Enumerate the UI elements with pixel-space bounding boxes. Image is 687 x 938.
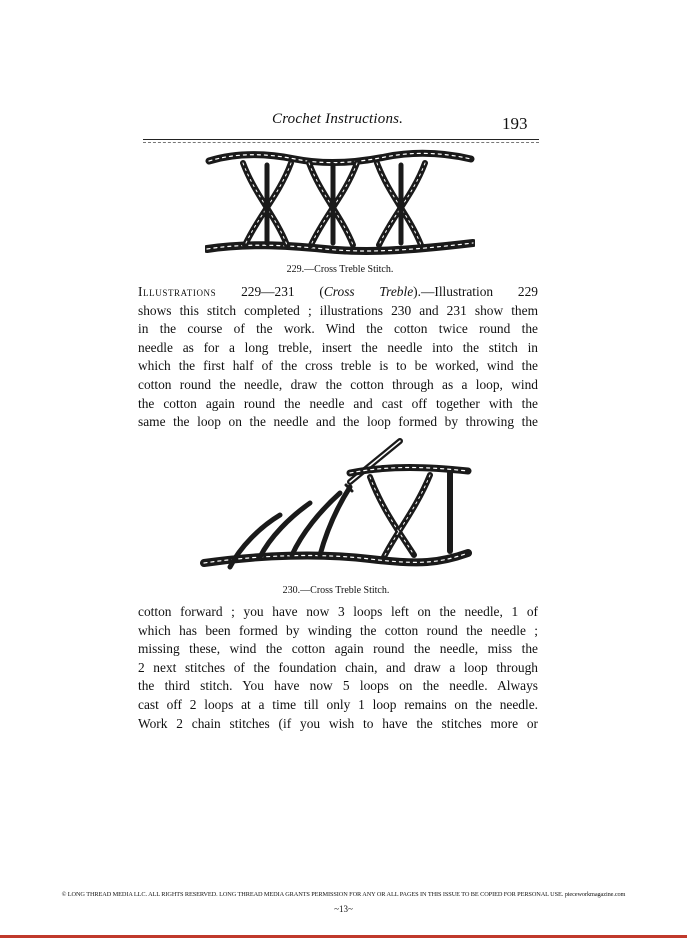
paragraph-2-line-5: the third stitch. You have now 5 loops on the needle. Always: [138, 678, 538, 694]
figure-230-caption: 230.—Cross Treble Stitch.: [282, 585, 390, 596]
header-rule: [143, 139, 539, 140]
page-number: 193: [502, 114, 528, 133]
paragraph-2-line-7: Work 2 chain stitches (if you wish to have the stitches more or: [138, 715, 538, 731]
folio-number: ~13~: [334, 904, 353, 914]
paragraph-2-line-4: 2 next stitches of the foundation chain, and draw a loop through: [138, 659, 538, 675]
paragraph-1-line-8: same the loop on the needle and the loop formed by throwing the: [138, 414, 538, 430]
paragraph-1-line-6: cotton round the needle, draw the cotton through as a loop, wind: [138, 376, 538, 392]
paragraph-2-line-2: which has been formed by winding the cotton round the needle ;: [138, 622, 538, 638]
figure-229-caption: 229.—Cross Treble Stitch.: [286, 264, 394, 275]
paragraph-1-line-5: which the first half of the cross treble is to be worked, wind the: [138, 358, 538, 374]
paragraph-2-line-6: cast off 2 loops at a time till only 1 loop remains on the needle.: [138, 696, 538, 712]
running-head-title: Crochet Instructions.: [272, 111, 404, 127]
paragraph-1-line-7: the cotton again round the needle and cast off together with the: [138, 395, 538, 411]
paragraph-2-line-3: missing these, wind the cotton again round the needle, miss the: [138, 641, 538, 657]
paragraph-1-line-4: needle as for a long treble, insert the needle into the stitch in: [138, 339, 538, 355]
figure-229-illustration: [205, 145, 475, 263]
paragraph-1-line-2: shows this stitch completed ; illustrations 230 and 231 show them: [138, 302, 538, 318]
paragraph-1-line-1: Illustrations 229—231 (Cross Treble).—Illustration 229: [138, 284, 538, 299]
paragraph-2: [138, 603, 538, 733]
copyright-footer: © LONG THREAD MEDIA LLC. ALL RIGHTS RESERVED. LONG THREAD MEDIA GRANTS PERMISSION FOR ANY OR ALL PAGES IN THIS ISSUE TO BE COPIED FOR PERSONAL USE. pieceworkmagazine.com: [61, 891, 626, 898]
paragraph-2-line-1: cotton forward ; you have now 3 loops left on the needle, 1 of: [138, 604, 538, 619]
header-rule-dashed: [143, 142, 539, 143]
paragraph-1: [138, 283, 538, 432]
paragraph-1-line-3: in the course of the work. Wind the cotton twice round the: [138, 321, 538, 337]
figure-230-illustration: [200, 437, 472, 582]
